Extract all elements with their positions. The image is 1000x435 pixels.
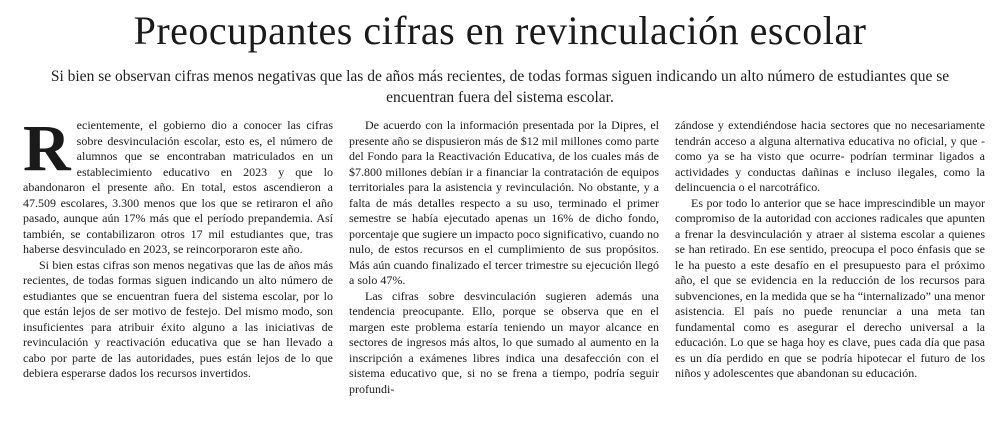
- paragraph: Las cifras sobre desvinculación sugieren además una tendencia preocupante. Ello, porque se observa que en el margen este problema estaría teniendo un mayor alcance en sectores de ingresos más altos, lo que sumado al aumento en la inscripción a exámenes libres indica una desafección con el sistema educativo que, si no se frena a tiempo, podría seguir profundi-: [349, 288, 659, 396]
- headline: Preocupantes cifras en revinculación escolar: [133, 8, 867, 53]
- drop-cap: R: [23, 118, 71, 185]
- column-2: [349, 118, 659, 430]
- paragraph: Es por todo lo anterior que se hace imprescindible un mayor compromiso de la autoridad con acciones radicales que apunten a frenar la desvinculación y atraer al sistema escolar a quienes se han retirado. En ese sentido, preocupa el poco énfasis que se le ha puesto a este desafío en el presupuesto para el próximo año, el que se evidencia en la reducción de los recursos para subvenciones, en la medida que se ha “internalizado” una menor asistencia. El país no puede renunciar a una meta tan fundamental como es asegurar el derecho universal a la educación. Lo que se haga hoy es clave, pues cada día que pasa es un día perdido en que se podría hipotecar el futuro de los niños y adolescentes que abandonan su educación.: [675, 195, 985, 380]
- paragraph: Si bien estas cifras son menos negativas que las de años más recientes, de todas formas siguen indicando un alto número de estudiantes que se encuentran fuera del sistema escolar, por lo que están lejos de ser motivo de festejo. Del mismo modo, son insuficientes para atribuir éxito alguno a las iniciativas de revinculación y reactivación educativa que se han llevado a cabo por parte de las autoridades, pues están lejos de lo que debiera esperarse dados los recursos invertidos.: [23, 257, 333, 380]
- column-3: [675, 118, 985, 430]
- paragraph: De acuerdo con la información presentada por la Dipres, el presente año se dispusieron más de $12 mil millones como parte del Fondo para la Reactivación Educativa, de los cuales más de $7.800 millones debían ir a financiar la contratación de equipos territoriales para la asistencia y revinculación. No obstante, y a falta de más detalles respecto a su uso, terminado el primer semestre se había ejecutado apenas un 16% de dicho fondo, porcentaje que sugiere un impacto poco significativo, cuando no nulo, de estos recursos en el cumplimiento de sus propósitos. Más aún cuando finalizado el tercer trimestre su ejecución llegó a solo 47%.: [349, 118, 659, 287]
- article-columns: [23, 118, 985, 430]
- paragraph: [23, 118, 333, 258]
- column-1: [23, 118, 333, 430]
- deck-subheadline: Si bien se observan cifras menos negativas que las de años más recientes, de todas formas siguen indicando un alto número de estudiantes que se encuentran fuera del sistema escolar.: [50, 68, 950, 106]
- paragraph-text: ecientemente, el gobierno dio a conocer las cifras sobre desvinculación escolar, esto es, el número de alumnos que se encontraban matriculados en un establecimiento educativo en 2023 y que lo abandonaron el presente año. En total, estos ascendieron a 47.509 escolares, 3.300 menos que los que se retiraron el año pasado, aunque aún 17% más que el período prepandemia. Así también, se contabilizaron otros 17 mil estudiantes que, tras haberse desvinculado en 2023, se reincorporaron este año.: [23, 118, 333, 256]
- paragraph: zándose y extendiéndose hacia sectores que no necesariamente tendrán acceso a alguna alternativa educativa no oficial, y que -como ya se ha visto que ocurre- podrían terminar ligados a actividades y conductas dañinas e incluso ilegales, como la delincuencia o el narcotráfico.: [675, 118, 985, 194]
